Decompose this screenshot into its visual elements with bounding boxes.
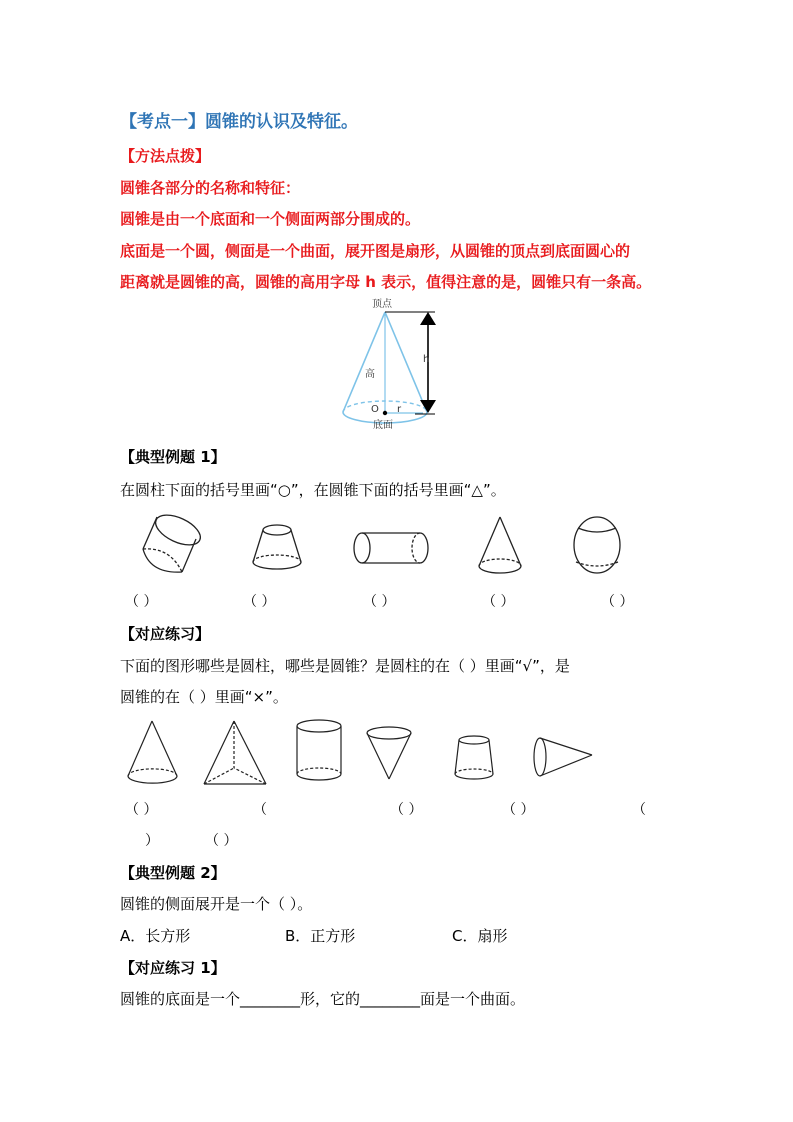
method-line-2: 圆锥是由一个底面和一个侧面两部分围成的。 (120, 210, 421, 228)
answer-blank[interactable]: （ ） (390, 802, 423, 818)
answer-blank[interactable]: （ ） (125, 802, 158, 818)
horizontal-cylinder-shape (348, 530, 438, 570)
answer-blank[interactable]: （ (632, 802, 646, 818)
answer-blank[interactable]: （ (253, 802, 267, 818)
answer-blank[interactable]: （ ） (502, 802, 535, 818)
answer-blank[interactable]: （ ） (125, 594, 158, 610)
example2-question: 圆锥的侧面展开是一个（ ）。 (120, 895, 313, 913)
tilted-cylinder-shape (130, 512, 210, 582)
label-base: 底面 (373, 420, 393, 431)
cone-shape (472, 512, 532, 582)
sphere-shape (570, 512, 630, 582)
pyramid-shape (200, 716, 280, 796)
practice1-question-line-2: 圆锥的在（ ）里画“×”。 (120, 688, 288, 706)
label-apex: 顶点 (372, 299, 392, 310)
frustum-shape (448, 730, 508, 790)
answer-blank[interactable]: （ ） (363, 594, 396, 610)
answer-blank[interactable]: （ ） (243, 594, 276, 610)
method-line-4: 距离就是圆锥的高，圆锥的高用字母 h 表示，值得注意的是，圆锥只有一条高。 (120, 273, 652, 291)
option-b[interactable]: B．正方形 (285, 927, 356, 945)
example1-question: 在圆柱下面的括号里画“○”，在圆锥下面的括号里画“△”。 (120, 481, 506, 499)
label-center: O (371, 404, 379, 415)
answer-blank[interactable]: （ ） (205, 833, 238, 849)
method-line-3: 底面是一个圆，侧面是一个曲面，展开图是扇形，从圆锥的顶点到底面圆心的 (120, 242, 631, 260)
inverted-cone-shape (363, 723, 423, 793)
label-height: 高 (365, 369, 375, 380)
section-heading: 【考点一】圆锥的认识及特征。 (120, 112, 358, 132)
example2-title: 【典型例题 2】 (120, 864, 226, 882)
answer-blank[interactable]: （ ） (601, 594, 634, 610)
practice1-question-line-1: 下面的图形哪些是圆柱，哪些是圆锥？是圆柱的在（ ）里画“√”，是 (120, 657, 570, 675)
practice2-title: 【对应练习 1】 (120, 959, 226, 977)
practice1-title: 【对应练习】 (120, 625, 211, 643)
label-radius: r (397, 404, 402, 415)
frustum-shape (247, 518, 307, 578)
cone-diagram (335, 295, 445, 435)
label-h: h (423, 354, 430, 365)
option-c[interactable]: C．扇形 (452, 927, 508, 945)
option-a[interactable]: A．长方形 (120, 927, 191, 945)
practice2-question: 圆锥的底面是一个________形，它的________面是一个曲面。 (120, 990, 526, 1008)
cone-shape (122, 716, 192, 796)
method-line-1: 圆锥各部分的名称和特征： (120, 179, 301, 197)
method-title: 【方法点拨】 (120, 147, 211, 165)
answer-blank[interactable]: （ ） (482, 594, 515, 610)
sideways-cone-shape (528, 733, 598, 793)
cylinder-shape (293, 716, 353, 796)
answer-blank[interactable]: ） (145, 833, 159, 849)
example1-title: 【典型例题 1】 (120, 448, 226, 466)
